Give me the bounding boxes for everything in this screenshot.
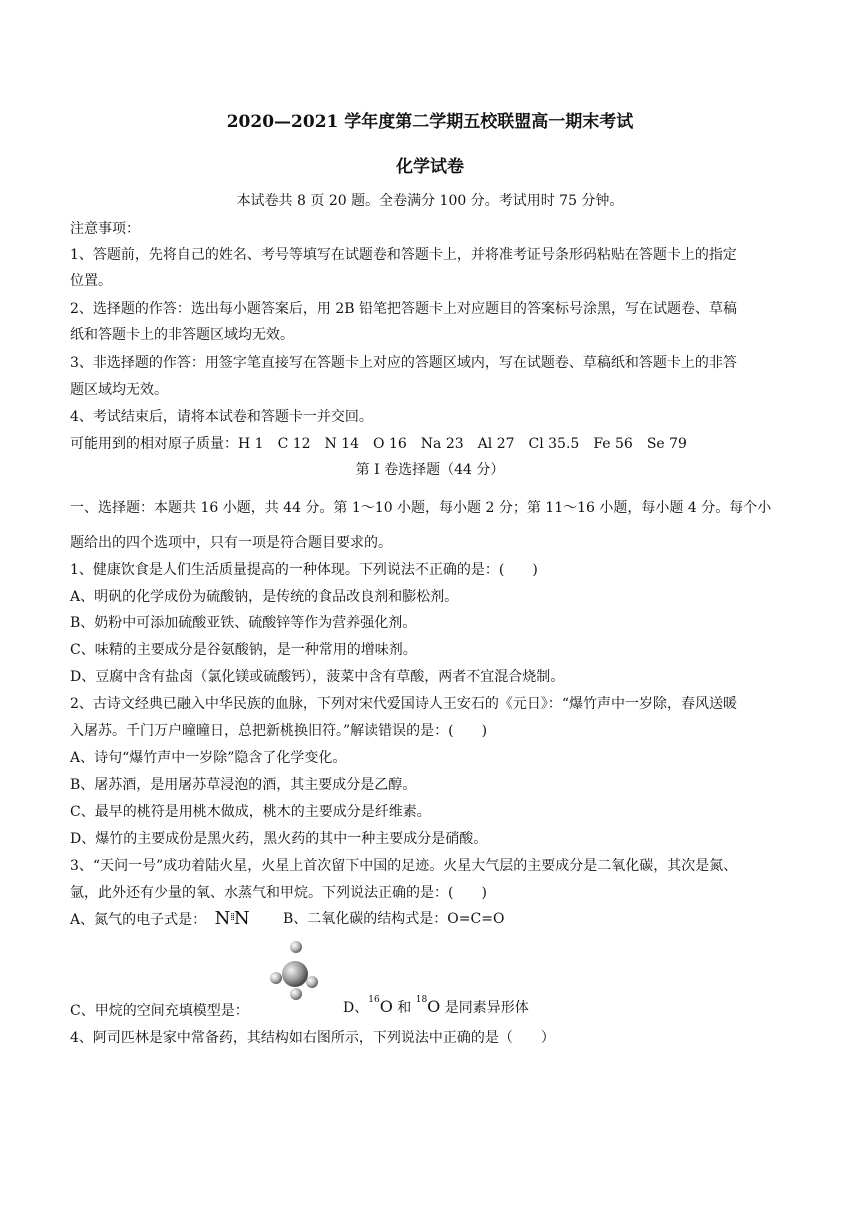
q1-stem: 1、健康饮食是人们生活质量提高的一种体现。下列说法不正确的是：( )	[70, 562, 538, 578]
note-2: 2、选择题的作答：选出每小题答案后，用 2B 铅笔把答题卡上对应题目的答案标号涂黑，写在试题卷、草稿	[70, 301, 738, 317]
section-heading: 第 Ⅰ 卷选择题（44 分）	[355, 462, 505, 478]
q1-option-d: D、豆腐中含有盐卤（氯化镁或硫酸钙），菠菜中含有草酸，两者不宜混合烧制。	[70, 669, 565, 685]
q1-option-a: A、明矾的化学成份为硫酸钠，是传统的食品改良剂和膨松剂。	[70, 589, 459, 605]
q3-option-d-text: 是同素异形体	[440, 1000, 529, 1016]
q3-option-a	[70, 908, 250, 929]
atomic-masses: 可能用到的相对原子质量：H 1 C 12 N 14 O 16 Na 23 Al 27 Cl 35.5 Fe 56 Se 79	[70, 436, 687, 452]
isotope-18-symbol: O	[427, 997, 441, 1016]
n2-atom-right: N	[233, 908, 250, 929]
n2-atom-left: N	[214, 908, 231, 929]
q3-option-a-label: A、氮气的电子式是：	[70, 912, 207, 928]
q1-option-b: B、奶粉中可添加硫酸亚铁、硫酸锌等作为营养强化剂。	[70, 615, 417, 631]
note-2-cont: 纸和答题卡上的非答题区域均无效。	[70, 327, 294, 343]
q3-option-b: B、二氧化碳的结构式是：O=C=O	[283, 911, 505, 927]
q1-option-c: C、味精的主要成分是谷氨酸钠，是一种常用的增味剂。	[70, 642, 417, 658]
q2-option-d: D、爆竹的主要成份是黑火药，黑火药的其中一种主要成分是硝酸。	[70, 831, 488, 847]
q3-stem-cont: 氩，此外还有少量的氧、水蒸气和甲烷。下列说法正确的是：( )	[70, 885, 487, 901]
methane-hydrogen-right	[306, 976, 318, 988]
isotope-16-symbol: O	[379, 997, 393, 1016]
note-3-cont: 题区域均无效。	[70, 382, 168, 398]
isotope-16-mass: 16	[368, 995, 380, 1005]
note-1: 1、答题前，先将自己的姓名、考号等填写在试题卷和答题卡上，并将准考证号条形码粘贴在答题卡上的指定	[70, 247, 737, 263]
q3-option-c: C、甲烷的空间充填模型是：	[70, 1003, 249, 1019]
q2-option-c: C、最早的桃符是用桃木做成，桃木的主要成分是纤维素。	[70, 804, 431, 820]
q3-stem: 3、“天问一号”成功着陆火星，火星上首次留下中国的足迹。火星大气层的主要成分是二氧化碳，其次是氮、	[70, 858, 738, 874]
section-intro-cont: 题给出的四个选项中，只有一项是符合题目要求的。	[70, 535, 392, 551]
isotope-18-mass: 18	[415, 995, 428, 1005]
q2-option-b: B、屠苏酒，是用屠苏草浸泡的酒，其主要成分是乙醇。	[70, 777, 417, 793]
q3-option-d-prefix: D、	[343, 1000, 369, 1016]
n2-electron-formula	[215, 908, 250, 929]
methane-hydrogen-bottom	[290, 988, 302, 1000]
q3-option-d	[343, 997, 529, 1017]
note-1-cont: 位置。	[70, 273, 112, 289]
q2-option-a: A、诗句“爆竹声中一岁除”隐含了化学变化。	[70, 750, 347, 766]
section-intro: 一、选择题：本题共 16 小题，共 44 分。第 1～10 小题，每小题 2 分；第 11～16 小题，每小题 4 分。每个小	[70, 500, 772, 516]
q2-stem: 2、古诗文经典已融入中华民族的血脉，下列对宋代爱国诗人王安石的《元日》：“爆竹声中一岁除，春风送暖	[70, 696, 738, 712]
methane-hydrogen-left	[270, 972, 282, 984]
methane-carbon	[282, 961, 308, 987]
q3-option-d-and: 和	[392, 1000, 416, 1016]
methane-hydrogen-top	[290, 941, 302, 953]
n2-bond-dots: ⁞⁞	[230, 912, 234, 923]
exam-title: 2020—2021 学年度第二学期五校联盟高一期末考试	[226, 112, 634, 132]
methane-space-filling-model	[262, 938, 324, 1004]
q2-stem-cont: 入屠苏。千门万户曈曈日，总把新桃换旧符。”解读错误的是：( )	[70, 723, 488, 739]
note-3: 3、非选择题的作答：用签字笔直接写在答题卡上对应的答题区域内，写在试题卷、草稿纸和答题卡上的非答	[70, 355, 737, 371]
note-4: 4、考试结束后，请将本试卷和答题卡一并交回。	[70, 409, 373, 425]
q4-stem: 4、阿司匹林是家中常备药，其结构如右图所示，下列说法中正确的是（ ）	[70, 1030, 555, 1046]
notes-heading: 注意事项：	[70, 221, 140, 237]
exam-subtitle: 化学试卷	[396, 157, 464, 177]
exam-info: 本试卷共 8 页 20 题。全卷满分 100 分。考试用时 75 分钟。	[236, 193, 624, 209]
